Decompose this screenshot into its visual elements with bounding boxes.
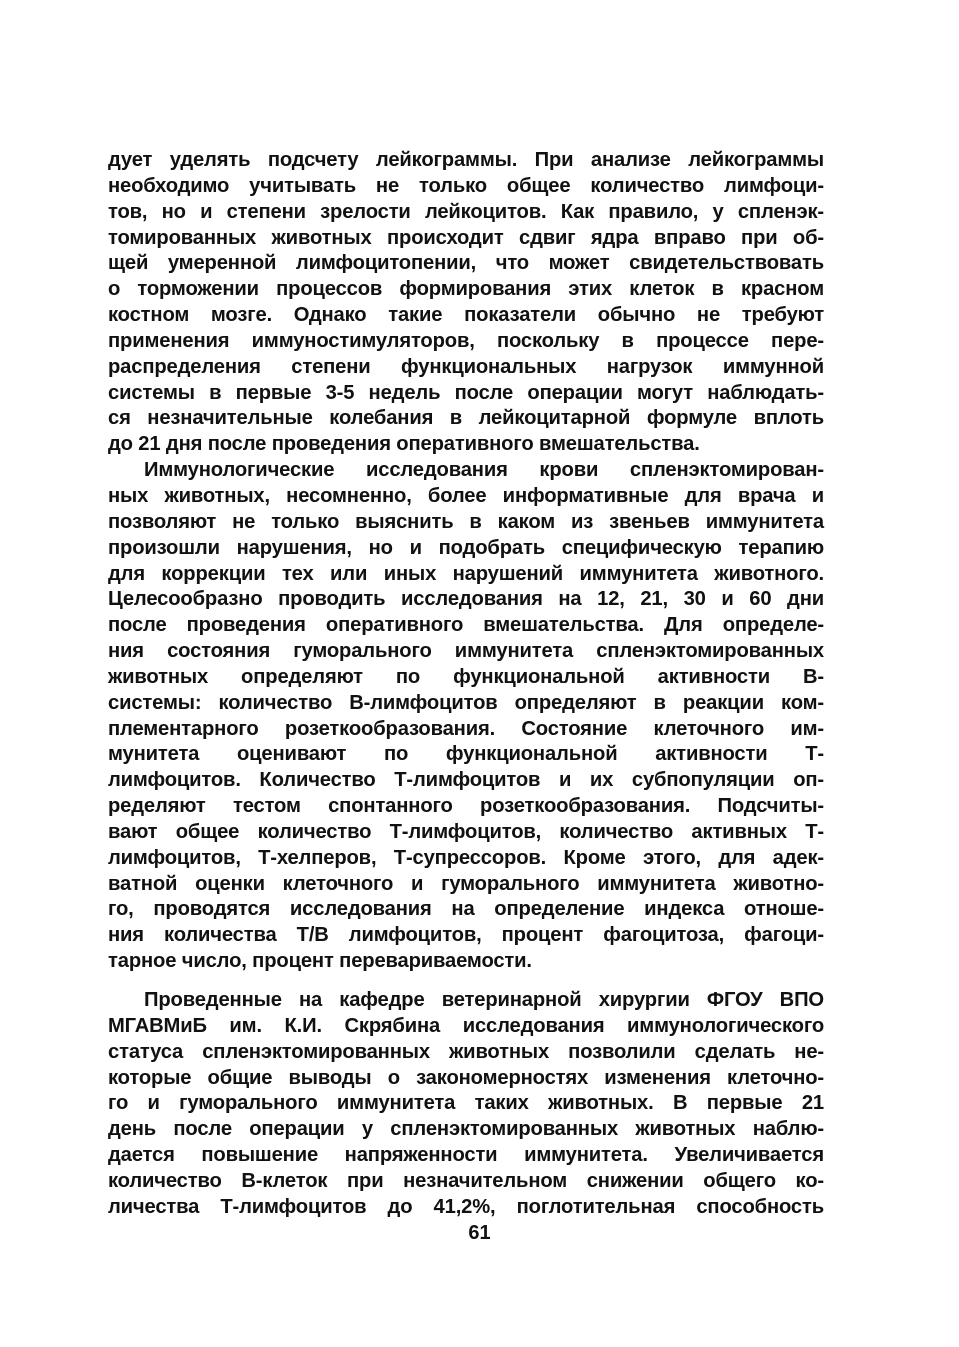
text-line: о торможении процессов формирования этих клеток в красном bbox=[108, 278, 824, 301]
text-line: позволяют не только выяснить в каком из звеньев иммунитета bbox=[108, 510, 824, 533]
text-line: необходимо учитывать не только общее количество лимфоци- bbox=[108, 174, 824, 197]
text-line: день после операции у спленэктомированных животных наблю- bbox=[108, 1118, 824, 1141]
text-line: количество В-клеток при незначительном снижении общего ко- bbox=[108, 1169, 824, 1192]
text-line: применения иммуностимуляторов, поскольку в процессе пере- bbox=[108, 329, 824, 352]
text-line: тов, но и степени зрелости лейкоцитов. Как правило, у спленэк- bbox=[108, 200, 824, 223]
text-line: личества Т-лимфоцитов до 41,2%, поглотительная способность bbox=[108, 1195, 824, 1218]
text-line: щей умеренной лимфоцитопении, что может свидетельствовать bbox=[108, 252, 824, 275]
text-line: ся незначительные колебания в лейкоцитарной формуле вплоть bbox=[108, 407, 824, 430]
paragraph-3 bbox=[108, 988, 824, 1221]
text-line: которые общие выводы о закономерностях изменения клеточно- bbox=[108, 1066, 824, 1089]
paragraph-spacer bbox=[108, 975, 824, 988]
text-line: плементарного розеткообразования. Состояние клеточного им- bbox=[108, 717, 824, 740]
text-line: животных определяют по функциональной активности В- bbox=[108, 665, 824, 688]
body-text bbox=[108, 148, 824, 1221]
text-line: ватной оценки клеточного и гуморального иммунитета животно- bbox=[108, 872, 824, 895]
text-line: статуса спленэктомированных животных позволили сделать не- bbox=[108, 1040, 824, 1063]
text-line: тарное число, процент перевариваемости. bbox=[108, 950, 532, 973]
text-line: системы: количество В-лимфоцитов определяют в реакции ком- bbox=[108, 691, 824, 714]
text-line: Проведенные на кафедре ветеринарной хирургии ФГОУ ВПО bbox=[144, 989, 824, 1011]
text-line: мунитета оценивают по функциональной активности Т- bbox=[108, 743, 824, 766]
text-line: ния количества Т/В лимфоцитов, процент фагоцитоза, фагоци- bbox=[108, 924, 824, 947]
text-line: лимфоцитов. Количество Т-лимфоцитов и их субпопуляции оп- bbox=[108, 769, 824, 792]
text-line: дается повышение напряженности иммунитета. Увеличивается bbox=[108, 1144, 824, 1167]
text-line: после проведения оперативного вмешательства. Для определе- bbox=[108, 614, 824, 637]
text-line: дует уделять подсчету лейкограммы. При анализе лейкограммы bbox=[108, 149, 824, 171]
text-line: системы в первые 3-5 недель после операции могут наблюдать- bbox=[108, 381, 824, 404]
page-number: 61 bbox=[468, 1222, 491, 1244]
text-line: Целесообразно проводить исследования на 12, 21, 30 и 60 дни bbox=[108, 588, 824, 611]
text-line: костном мозге. Однако такие показатели обычно не требуют bbox=[108, 304, 824, 327]
text-line: томированных животных происходит сдвиг ядра вправо при об- bbox=[108, 226, 824, 249]
paragraph-2 bbox=[108, 458, 824, 975]
text-line: ных животных, несомненно, более информативные для врача и bbox=[108, 484, 824, 507]
text-line: произошли нарушения, но и подобрать специфическую терапию bbox=[108, 536, 824, 559]
text-line: ния состояния гуморального иммунитета спленэктомированных bbox=[108, 640, 824, 663]
text-line: распределения степени функциональных нагрузок иммунной bbox=[108, 355, 824, 378]
text-line: для коррекции тех или иных нарушений иммунитета животного. bbox=[108, 562, 824, 585]
paragraph-1 bbox=[108, 148, 824, 458]
text-line: вают общее количество Т-лимфоцитов, количество активных Т- bbox=[108, 820, 824, 843]
text-line: лимфоцитов, Т-хелперов, Т-супрессоров. Кроме этого, для адек- bbox=[108, 846, 824, 869]
text-line: го и гуморального иммунитета таких животных. В первые 21 bbox=[108, 1092, 824, 1115]
text-line: ределяют тестом спонтанного розеткообразования. Подсчиты- bbox=[108, 795, 824, 818]
text-line: до 21 дня после проведения оперативного вмешательства. bbox=[108, 433, 700, 456]
text-line: го, проводятся исследования на определение индекса отноше- bbox=[108, 898, 824, 921]
text-line: МГАВМиБ им. К.И. Скрябина исследования иммунологического bbox=[108, 1014, 824, 1037]
text-line: Иммунологические исследования крови спленэктомирован- bbox=[144, 459, 824, 482]
